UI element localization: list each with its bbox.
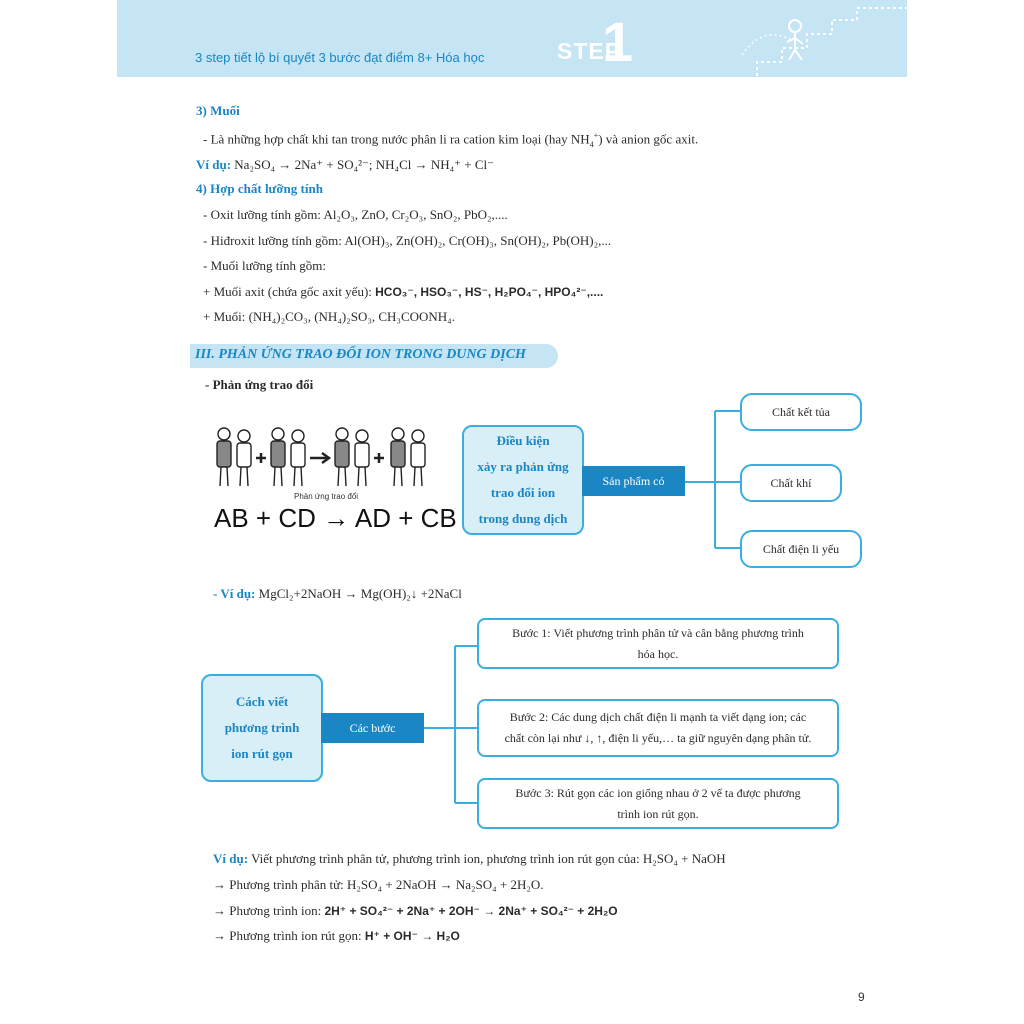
molecular-equation: → Phương trình phân tử: H₂SO₄ + 2NaOH → Na₂SO₄ + 2H₂O. — [213, 877, 544, 892]
exchange-cartoon-illustration — [212, 420, 442, 492]
page-number: 9 — [858, 990, 865, 1004]
salts-example-equation: Na₂SO₄ → 2Na⁺ + SO₄²⁻; NH₄Cl → NH₄⁺ + Cl⁻ — [234, 157, 494, 172]
amphoteric-oxides: - Oxit lưỡng tính gồm: Al₂O₃, ZnO, Cr₂O₃, SnO₂, PbO₂,.... — [203, 207, 508, 222]
salts-example: Ví dụ: Na₂SO₄ → 2Na⁺ + SO₄²⁻; NH₄Cl → NH₄⁺ + Cl⁻ — [196, 157, 494, 172]
header-banner — [117, 0, 907, 77]
product-bar: Sản phẩm có — [582, 466, 685, 496]
salts-heading: 3) Muối — [196, 103, 240, 118]
salts-definition: - Là những hợp chất khi tan trong nước phân li ra cation kim loại (hay $NH_4^+$) và anion gốc axit. — [203, 131, 699, 149]
step-label: STEP — [557, 38, 622, 64]
amphoteric-hydroxides: - Hiđroxit lưỡng tính gồm: Al(OH)₃, Zn(OH)₂, Cr(OH)₃, Sn(OH)₂, Pb(OH)₂,... — [203, 233, 612, 248]
amphoteric-heading: 4) Hợp chất lưỡng tính — [196, 181, 323, 196]
other-salts: + Muối: (NH₄)₂CO₃, (NH₄)₂SO₃, CH₃COONH₄. — [203, 309, 455, 324]
net-ionic-method-box: Cách viết phương trình ion rút gọn — [201, 674, 323, 782]
steps-bar: Các bước — [321, 713, 424, 743]
diagram2-connectors — [420, 640, 485, 815]
example1: - Ví dụ: MgCl₂+2NaOH → Mg(OH)₂↓ +2NaCl — [213, 586, 462, 601]
amphoteric-salts: - Muối lưỡng tính gồm: — [203, 258, 326, 273]
general-exchange-formula: AB + CD → AD + CB — [214, 503, 457, 533]
step-3-box: Bước 3: Rút gọn các ion giống nhau ở 2 vế ta được phương trình ion rút gọn. — [477, 778, 839, 829]
example1-equation: MgCl₂+2NaOH → Mg(OH)₂↓ +2NaCl — [258, 586, 462, 601]
acid-salts: + Muối axit (chứa gốc axit yếu): HCO₃⁻, HSO₃⁻, HS⁻, H₂PO₄⁻, HPO₄²⁻,.... — [203, 284, 604, 299]
step-2-box: Bước 2: Các dung dịch chất điện li mạnh ta viết dạng ion; các chất còn lại như ↓, ↑, điện li yếu,… ta giữ nguyên dạng phân tử. — [477, 699, 839, 757]
example2-intro: Ví dụ: Viết phương trình phân tử, phương trình ion, phương trình ion rút gọn của: H₂SO₄ + NaOH — [213, 851, 726, 866]
book-title: 3 step tiết lộ bí quyết 3 bước đạt điểm 8+ Hóa học — [195, 50, 485, 65]
cartoon-caption: Phản ứng trao đổi — [294, 492, 359, 501]
leaf-weak-electrolyte: Chất điện li yếu — [740, 530, 862, 568]
section-3-heading: III. PHẢN ỨNG TRAO ĐỔI ION TRONG DUNG DỊCH — [190, 344, 558, 368]
step-1-box: Bước 1: Viết phương trình phân tử và cân bằng phương trình hóa học. — [477, 618, 839, 669]
stick-figure-stairs-illustration — [737, 0, 907, 77]
exchange-reaction-subheading: - Phản ứng trao đổi — [205, 377, 314, 392]
step-number: 1 — [602, 10, 634, 73]
exchange-condition-box: Điều kiện xảy ra phản ứng trao đổi ion trong dung dịch — [462, 425, 584, 535]
net-ionic-equation: → Phương trình ion rút gọn: H⁺ + OH⁻ → H₂O — [213, 928, 460, 943]
leaf-precipitate: Chất kết tủa — [740, 393, 862, 431]
leaf-gas: Chất khí — [740, 464, 842, 502]
ionic-equation: → Phương trình ion: 2H⁺ + SO₄²⁻ + 2Na⁺ + 2OH⁻ → 2Na⁺ + SO₄²⁻ + 2H₂O — [213, 903, 618, 918]
